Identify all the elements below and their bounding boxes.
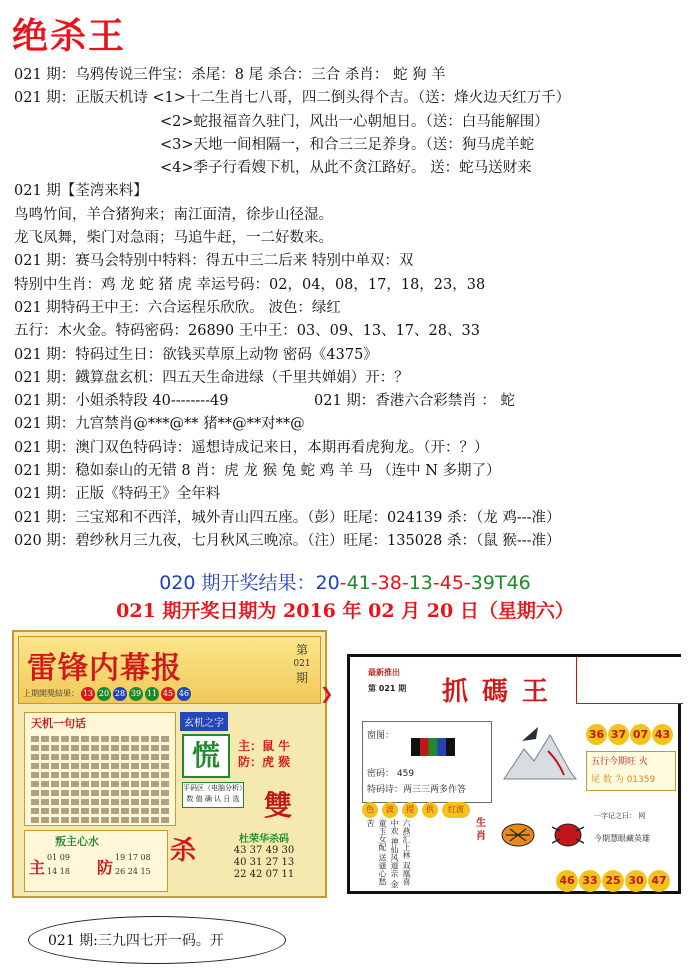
- prediction-text: 五行：木火金。特码密码：26890 王中王：03、09、13、17、28、33: [14, 323, 480, 340]
- left-poster: [12, 630, 334, 898]
- prediction-line: [14, 180, 684, 203]
- poem-line: 特码诗：两三三两多作答: [367, 785, 467, 795]
- left-poster-header: [18, 636, 321, 704]
- prediction-line: [14, 367, 684, 390]
- poem-column: 神仙风道亲: [390, 837, 399, 878]
- lottery-number: 45: [439, 572, 464, 594]
- beetle-icon: [546, 817, 590, 851]
- prediction-line: [14, 460, 684, 483]
- prediction-text: 021 期：三宝郑和不西洋，城外青山四五座。（彭）旺尾：024139 杀：（龙 鸡---准）: [14, 509, 561, 526]
- color-tags: [362, 797, 474, 818]
- color-tag: 提: [402, 802, 418, 818]
- sha-ma-row: 43 37 49 30: [233, 845, 295, 856]
- prediction-line: [14, 320, 684, 343]
- lottery-separator: -: [401, 572, 409, 594]
- prediction-line: [14, 274, 684, 297]
- sha-ma-row: 40 31 27 13: [233, 857, 295, 868]
- prev-result-label: 上期開獎結果：: [23, 689, 79, 698]
- prediction-line: [14, 297, 684, 320]
- page-title: 绝杀王: [12, 16, 127, 57]
- head-new: 最新推出: [368, 668, 400, 677]
- poem-column: 金童玉女配: [378, 819, 399, 889]
- lottery-number: 41: [346, 572, 371, 594]
- prediction-line: [14, 111, 684, 134]
- sha-ma-box: [210, 830, 318, 890]
- prediction-text: 鸟鸣竹间，羊合猪狗来；南江面清，徐步山径湿。: [14, 206, 333, 223]
- prediction-line: [14, 507, 684, 530]
- prediction-text: 021 期：鐡算盘玄机：四五天生命进绿（千里共婵娟）开：？: [14, 369, 409, 386]
- prediction-text-right: 021 期：香港六合彩禁肖 ： 蛇: [314, 393, 516, 410]
- panzhu-num: 26 24 15: [115, 867, 151, 876]
- poem-column: 六燕汇上林: [402, 819, 411, 859]
- lottery-number: 13: [408, 572, 433, 594]
- color-tag: 波: [382, 802, 398, 818]
- number-ball: 25: [602, 870, 624, 892]
- picture-box: [362, 721, 492, 803]
- lottery-number: 39: [470, 572, 495, 594]
- number-ball: 47: [648, 870, 670, 892]
- prediction-text: <4>季子行看嫂下机，从此不贪江路好。 送：蛇马送财来: [160, 160, 532, 177]
- prediction-text: 021 期：乌鸦传说三件宝：杀尾：8 尾 杀合：三合 杀肖： 蛇 狗 羊: [14, 67, 446, 83]
- tiger-icon: [496, 817, 540, 851]
- prediction-text: 021 期：特码过生日：欲钱买草原上动物 密码《4375》: [14, 346, 378, 363]
- prev-ball: 20: [97, 687, 111, 701]
- prev-ball: 46: [177, 687, 191, 701]
- lottery-number: 38: [377, 572, 402, 594]
- head-issue: 第 021 期: [368, 684, 407, 693]
- number-ball: 30: [625, 870, 647, 892]
- prediction-text: 021 期：正版《特码王》全年料: [14, 486, 221, 503]
- prediction-line: [14, 344, 684, 367]
- password-line: 密码： 459: [367, 769, 415, 779]
- prediction-text: 021 期【荃湾来料】: [14, 183, 148, 200]
- wuxing-box: [586, 751, 676, 791]
- prediction-text: 021 期：赛马会特别中特料：得五中三二后来 特别中单双：双: [14, 253, 414, 270]
- issue-prefix: 第: [295, 643, 308, 657]
- prediction-line: [14, 530, 684, 553]
- prediction-text: 021 期：小姐杀特段 40--------49: [14, 393, 229, 410]
- tianji-rows: [25, 736, 175, 823]
- sha-ma-title: 杜荣华杀码: [239, 834, 289, 845]
- prediction-text: 龙飞凤舞，柴门对急雨；马追牛赶，一二好数来。: [14, 230, 333, 247]
- color-tag: 供: [422, 802, 438, 818]
- bottom-balls: [556, 869, 671, 892]
- prediction-text: 特别中生肖：鸡 龙 蛇 猪 虎 幸运号码：02，04，08，17，18，23，38: [14, 276, 486, 293]
- prev-balls: [79, 689, 191, 698]
- lottery-separator: -: [339, 572, 347, 594]
- prev-ball: 13: [81, 687, 95, 701]
- zhu-text: 主：鼠 牛: [238, 739, 291, 753]
- panzhu-box: [24, 830, 168, 892]
- color-tag-red: 红波: [442, 802, 470, 818]
- number-ball: 36: [586, 724, 607, 745]
- prev-ball: 39: [129, 687, 143, 701]
- issue-number: 021: [293, 659, 311, 669]
- lottery-separator: -: [463, 572, 471, 594]
- prediction-text: <2>蛇报福音久驻门，风出一心朝旭日。（送：白马能解围）: [160, 113, 549, 130]
- tianji-box: [24, 712, 176, 826]
- number-ball: 37: [608, 724, 629, 745]
- blank-panel: [576, 657, 683, 704]
- prediction-text: 021 期特码王中王：六合运程乐欣欣。 波色：绿红: [14, 299, 341, 316]
- left-poster-issue: [292, 643, 312, 685]
- huang-character: 慌: [182, 734, 230, 778]
- prediction-line: [14, 413, 684, 436]
- lottery-result: [0, 568, 690, 595]
- prediction-text: 021 期：稳如泰山的无错 8 肖：虎 龙 猴 兔 蛇 鸡 羊 马 （连中 N 多期了）: [14, 463, 501, 480]
- number-ball: 43: [652, 724, 673, 745]
- right-poster-title: 抓碼王: [442, 677, 563, 707]
- panzhu-title: 叛主心水: [55, 835, 99, 848]
- prediction-text: 021 期：九宫禁肖@***@** 猪**@**对**@: [14, 416, 305, 433]
- prediction-line: [14, 437, 684, 460]
- issue-suffix: 期: [295, 671, 308, 685]
- prediction-line: [14, 204, 684, 227]
- draw-date: 021 期开奖日期为 2016 年 02 月 20 日（星期六）: [116, 600, 574, 622]
- prev-ball: 45: [161, 687, 175, 701]
- number-ball: 33: [579, 870, 601, 892]
- panzhu-num: 19 17 08: [115, 853, 151, 862]
- chevron-right-icon: ❯: [320, 684, 334, 703]
- prediction-line: [14, 250, 684, 273]
- note-hero: 今期慧眼藏英雄: [594, 834, 650, 843]
- shengxiao-label: 生肖: [476, 818, 486, 842]
- wuxing-line: 五行今期旺 火: [591, 757, 648, 767]
- right-poster: [347, 654, 681, 894]
- pingma-label: 平码区（电脑分析）: [183, 784, 246, 792]
- prediction-text: 020 期：碧纱秋月三九夜，七月秋风三晚凉。（注）旺尾：135028 杀：（鼠 猴---准）: [14, 532, 561, 549]
- panzhu-num: 01 09: [47, 853, 70, 862]
- right-poster-head: [368, 665, 406, 697]
- color-logo-icon: [411, 738, 455, 756]
- tianji-title: 天机一句话: [31, 717, 86, 730]
- poem-column: 送谜心愁苦: [366, 819, 387, 886]
- zhu-fang-text: [238, 738, 290, 770]
- prediction-text: <3>天地一间相隔一，和合三三足养身。（送：狗马虎羊蛇: [160, 136, 535, 153]
- lottery-number: 20: [315, 572, 340, 594]
- prediction-line: [14, 227, 684, 250]
- shuang-character: 雙: [264, 789, 293, 822]
- weishu-line: 尾 数 为 01359: [591, 775, 656, 785]
- lottery-numbers: [316, 572, 531, 594]
- note-one-word: 一字记之曰： 网: [594, 812, 646, 820]
- prediction-lines: [14, 64, 684, 553]
- poem-column: 双凰喜中欢: [390, 819, 411, 886]
- prediction-line: [14, 134, 684, 157]
- fang-text: 防：虎 猴: [238, 755, 291, 769]
- prediction-line: [14, 483, 684, 506]
- prediction-line: [14, 157, 684, 180]
- prediction-line: [14, 390, 684, 413]
- prev-result: [23, 687, 191, 701]
- prev-ball: 11: [145, 687, 159, 701]
- sha-character: 杀: [170, 836, 197, 866]
- left-poster-title: 雷锋内幕报: [27, 651, 182, 686]
- xuanji-box: [180, 712, 318, 824]
- prediction-text: 021 期：正版天机诗 <1>十二生肖七八哥，四二倒头得个吉。（送：烽火边天红万千）: [14, 90, 571, 107]
- prev-ball: 28: [113, 687, 127, 701]
- top-balls: [586, 723, 674, 745]
- fang-char: 防: [97, 858, 114, 877]
- prediction-line: [14, 64, 684, 87]
- prediction-line: [14, 87, 684, 110]
- prediction-text: 021 期：澳门双色特码诗：遥想诗成记来日，本期再看虎狗龙。（开：？）: [14, 439, 489, 456]
- pingma-box: [182, 782, 244, 808]
- picture-label: 窗图：: [367, 731, 395, 741]
- bubble-text: 021 期:三九四七开一码。开: [48, 933, 224, 949]
- lottery-number: T46: [494, 572, 531, 594]
- color-tag: 色: [362, 802, 378, 818]
- lottery-separator: -: [370, 572, 378, 594]
- lottery-separator: -: [432, 572, 440, 594]
- mountain-bird-illustration: [500, 721, 580, 785]
- number-ball: 46: [556, 870, 578, 892]
- zhu-char: 主: [29, 858, 46, 877]
- poem-columns: [364, 819, 412, 889]
- pingma-sub: 数 值 确 认 日 选: [186, 795, 240, 803]
- panzhu-num: 14 18: [47, 867, 70, 876]
- xuanji-tag: 玄机之字: [180, 712, 228, 731]
- sha-ma-row: 22 42 07 11: [233, 869, 295, 880]
- lottery-label: 020 期开奖结果：: [159, 572, 316, 594]
- number-ball: 07: [630, 724, 651, 745]
